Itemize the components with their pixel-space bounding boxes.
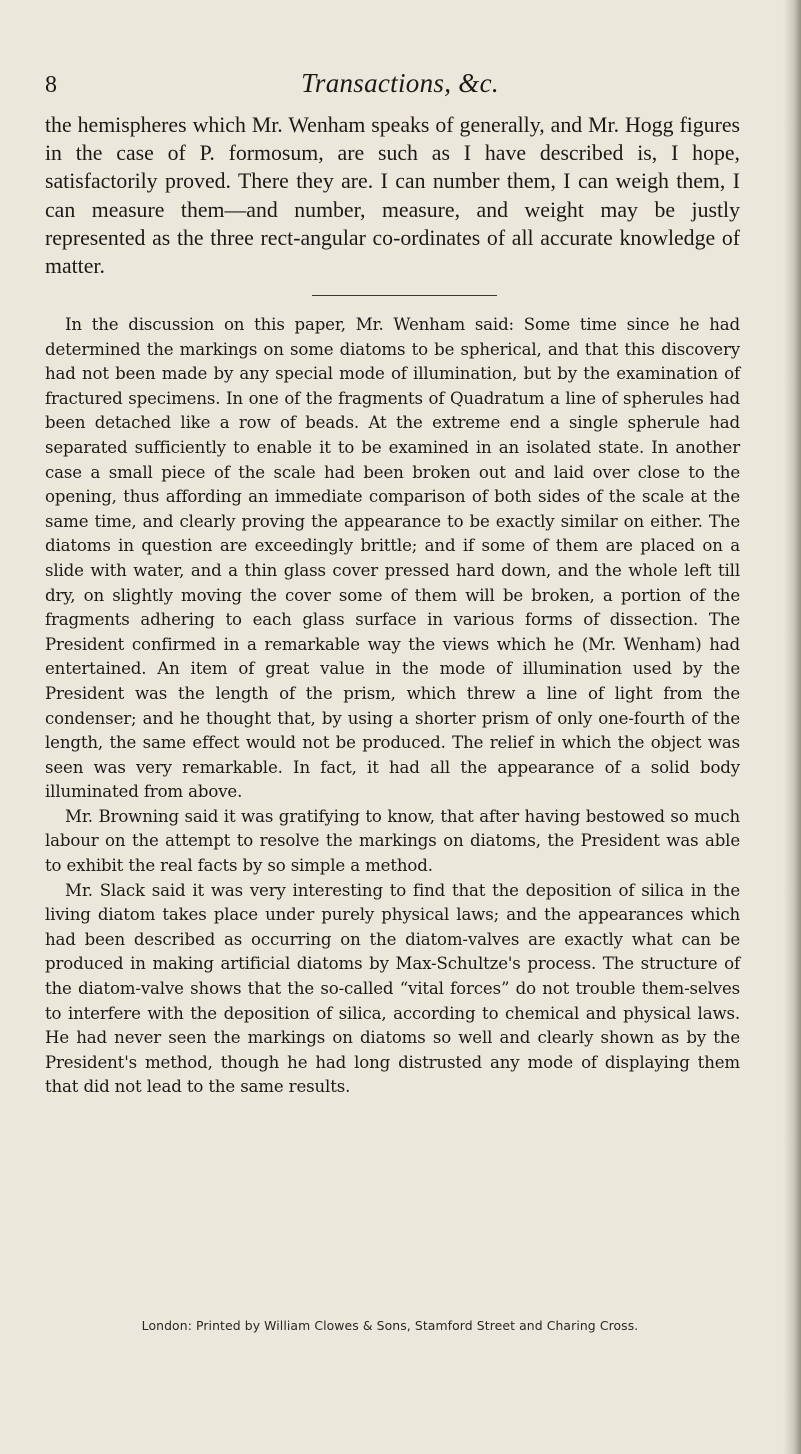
running-title: Transactions, &c. bbox=[301, 68, 499, 98]
lead-paragraph: the hemispheres which Mr. Wenham speaks of generally, and Mr. Hogg figures in the case of P. formosum, are such as I have described is, I hope, satisfactorily proved. There they are. I can number them, I can weigh them, I can measure them—and number, measure, and weight may be justly represented as the three rect-angular co-ordinates of all accurate knowledge of matter. bbox=[45, 113, 740, 279]
discussion-paragraph-browning: Mr. Browning said it was gratifying to know, that after having bestowed so much labour on the attempt to resolve the markings on diatoms, the President was able to exhibit the real facts by so simple a method. bbox=[45, 806, 740, 876]
page-number: 8 bbox=[45, 72, 57, 98]
page-edge-shadow bbox=[783, 0, 801, 1454]
printer-imprint: London: Printed by William Clowes & Sons, Stamford Street and Charing Cross. bbox=[141, 1318, 639, 1333]
discussion-section bbox=[45, 313, 740, 1100]
discussion-paragraph-slack: Mr. Slack said it was very interesting to find that the deposition of silica in the living diatom takes place under purely physical laws; and the appearances which had been described as occurring on the diatom-valves are exactly what can be produced in making artificial diatoms by Max-Schultze's process. The structure of the diatom-valve shows that the so-called “vital forces” do not trouble them-selves to interfere with the deposition of silica, according to chemical and physical laws. He had never seen the markings on diatoms so well and clearly shown as by the President's method, though he had long distrusted any mode of displaying them that did not lead to the same results. bbox=[45, 880, 740, 1097]
section-divider bbox=[312, 295, 497, 296]
discussion-paragraph-wenham: In the discussion on this paper, Mr. Wenham said: Some time since he had determined the markings on some diatoms to be spherical, and that this discovery had not been made by any special mode of illumination, but by the examination of fractured specimens. In one of the fragments of Quadratum a line of spherules had been detached like a row of beads. At the extreme end a single spherule had separated sufficiently to enable it to be examined in an isolated state. In another case a small piece of the scale had been broken out and laid over close to the opening, thus affording an immediate comparison of both sides of the scale at the same time, and clearly proving the appearance to be exactly similar on either. The diatoms in question are exceedingly brittle; and if some of them are placed on a slide with water, and a thin glass cover pressed hard down, and the whole left till dry, on slightly moving the cover some of them will be broken, a portion of the fragments adhering to each glass surface in various forms of dissection. The President confirmed in a remarkable way the views which he (Mr. Wenham) had entertained. An item of great value in the mode of illumination used by the President was the length of the prism, which threw a line of light from the condenser; and he thought that, by using a shorter prism of only one-fourth of the length, the same effect would not be produced. The relief in which the object was seen was very remarkable. In fact, it had all the appearance of a solid body illuminated from above. bbox=[45, 315, 740, 802]
